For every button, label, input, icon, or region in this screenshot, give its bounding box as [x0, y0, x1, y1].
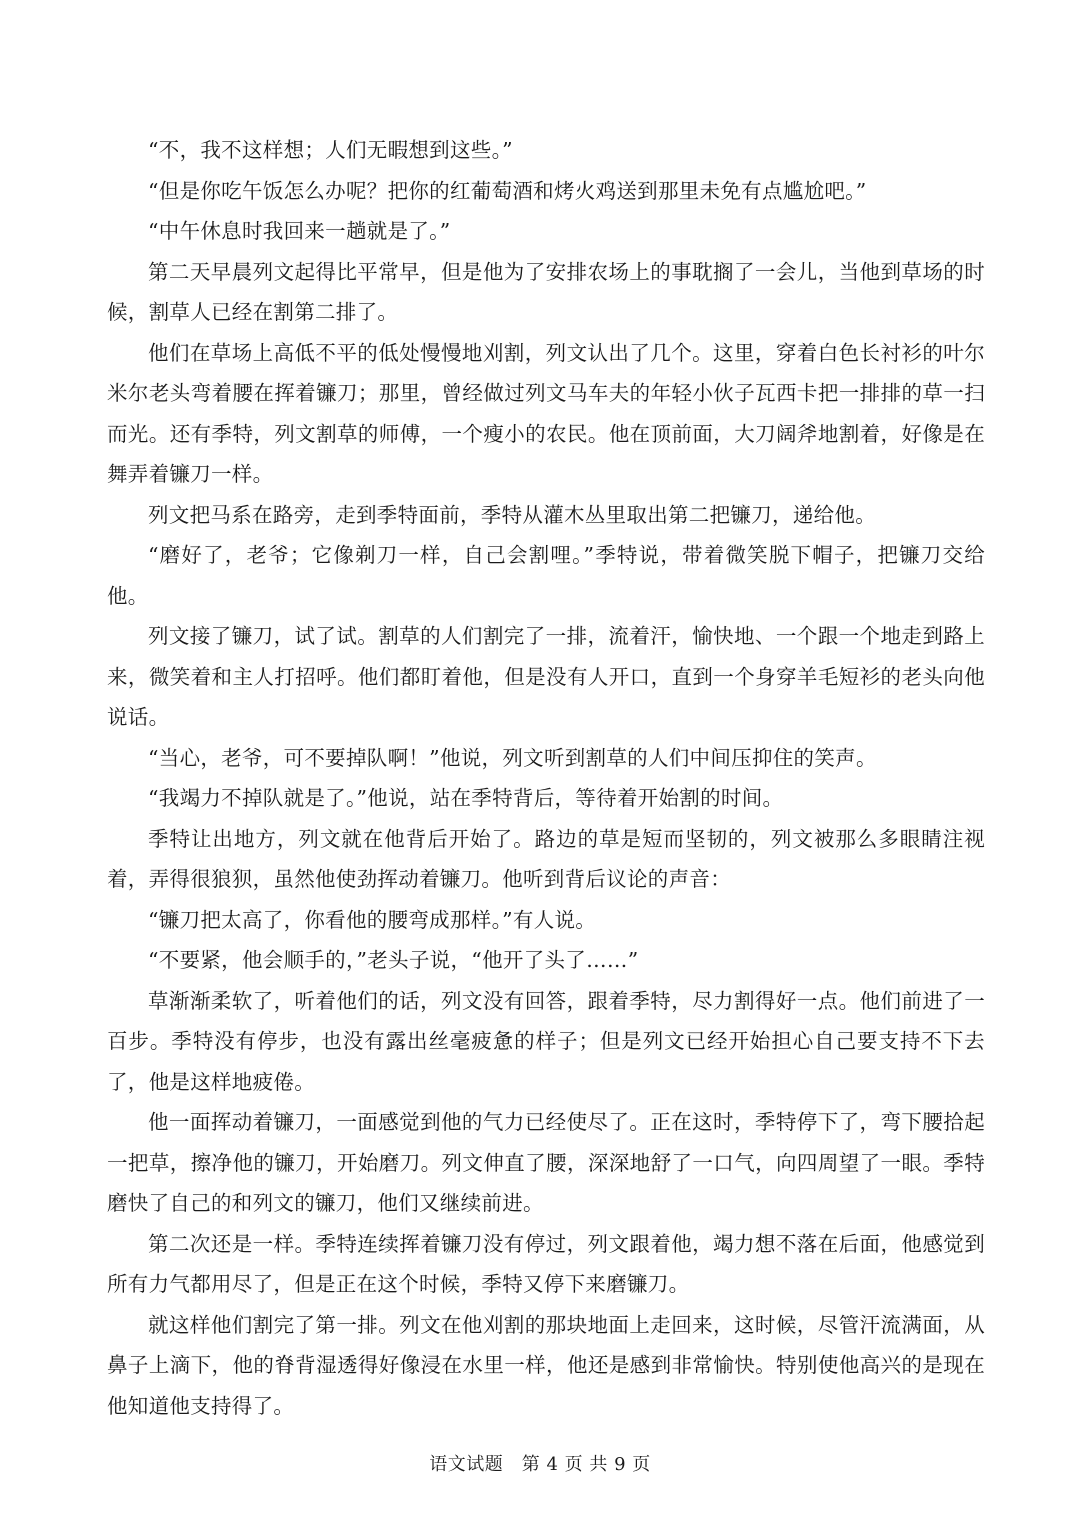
article-body — [107, 130, 985, 1426]
paragraph-2: “但是你吃午饭怎么办呢？把你的红葡萄酒和烤火鸡送到那里未免有点尴尬吧。” — [148, 178, 867, 203]
paragraph-16: 第二次还是一样。季特连续挥着镰刀没有停过，列文跟着他，竭力想不落在后面，他感觉到所有力气都用尽了，但是正在这个时候，季特又停下来磨镰刀。 — [107, 1231, 985, 1296]
paragraph-5: 他们在草场上高低不平的低处慢慢地刈割，列文认出了几个。这里，穿着白色长衬衫的叶尔米尔老头弯着腰在挥着镰刀；那里，曾经做过列文马车夫的年轻小伙子瓦西卡把一排排的草一扫而光。还有季特，列文割草的师傅，一个瘦小的农民。他在顶前面，大刀阔斧地割着，好像是在舞弄着镰刀一样。 — [107, 340, 985, 486]
paragraph-1: “不，我不这样想；人们无暇想到这些。” — [148, 138, 513, 162]
paragraph-14: 草渐渐柔软了，听着他们的话，列文没有回答，跟着季特，尽力割得好一点。他们前进了一百步。季特没有停步，也没有露出丝毫疲惫的样子；但是列文已经开始担心自己要支持不下去了，他是这样地疲倦。 — [107, 988, 985, 1094]
paragraph-3: “中午休息时我回来一趟就是了。” — [148, 219, 451, 243]
paragraph-12: “镰刀把太高了，你看他的腰弯成那样。”有人说。 — [148, 907, 597, 932]
paragraph-7: “磨好了，老爷；它像剃刀一样，自己会割哩。”季特说，带着微笑脱下帽子，把镰刀交给他。 — [107, 543, 985, 608]
paragraph-10: “我竭力不掉队就是了。”他说，站在季特背后，等待着开始割的时间。 — [148, 786, 784, 810]
paragraph-11: 季特让出地方，列文就在他背后开始了。路边的草是短而坚韧的，列文被那么多眼睛注视着，弄得很狼狈，虽然他使劲挥动着镰刀。他听到背后议论的声音： — [107, 826, 985, 891]
paragraph-17: 就这样他们割完了第一排。列文在他刈割的那块地面上走回来，这时候，尽管汗流满面，从鼻子上滴下，他的脊背湿透得好像浸在水里一样，他还是感到非常愉快。特别使他高兴的是现在他知道他支持得了。 — [107, 1312, 985, 1418]
paragraph-15: 他一面挥动着镰刀，一面感觉到他的气力已经使尽了。正在这时，季特停下了，弯下腰拾起一把草，擦净他的镰刀，开始磨刀。列文伸直了腰，深深地舒了一口气，向四周望了一眼。季特磨快了自己的和列文的镰刀，他们又继续前进。 — [107, 1110, 985, 1215]
page-footer: 语文试题 第 4 页 共 9 页 — [429, 1454, 651, 1475]
paragraph-6: 列文把马系在路旁，走到季特面前，季特从灌木丛里取出第二把镰刀，递给他。 — [148, 502, 876, 527]
paragraph-9: “当心，老爷，可不要掉队啊！”他说，列文听到割草的人们中间压抑住的笑声。 — [148, 745, 877, 770]
paragraph-4: 第二天早晨列文起得比平常早，但是他为了安排农场上的事耽搁了一会儿，当他到草场的时候，割草人已经在割第二排了。 — [107, 259, 985, 324]
paragraph-13: “不要紧，他会顺手的，”老头子说，“他开了头了……” — [148, 948, 639, 972]
paragraph-8: 列文接了镰刀，试了试。割草的人们割完了一排，流着汗，愉快地、一个跟一个地走到路上来，微笑着和主人打招呼。他们都盯着他，但是没有人开口，直到一个身穿羊毛短衫的老头向他说话。 — [107, 624, 985, 729]
